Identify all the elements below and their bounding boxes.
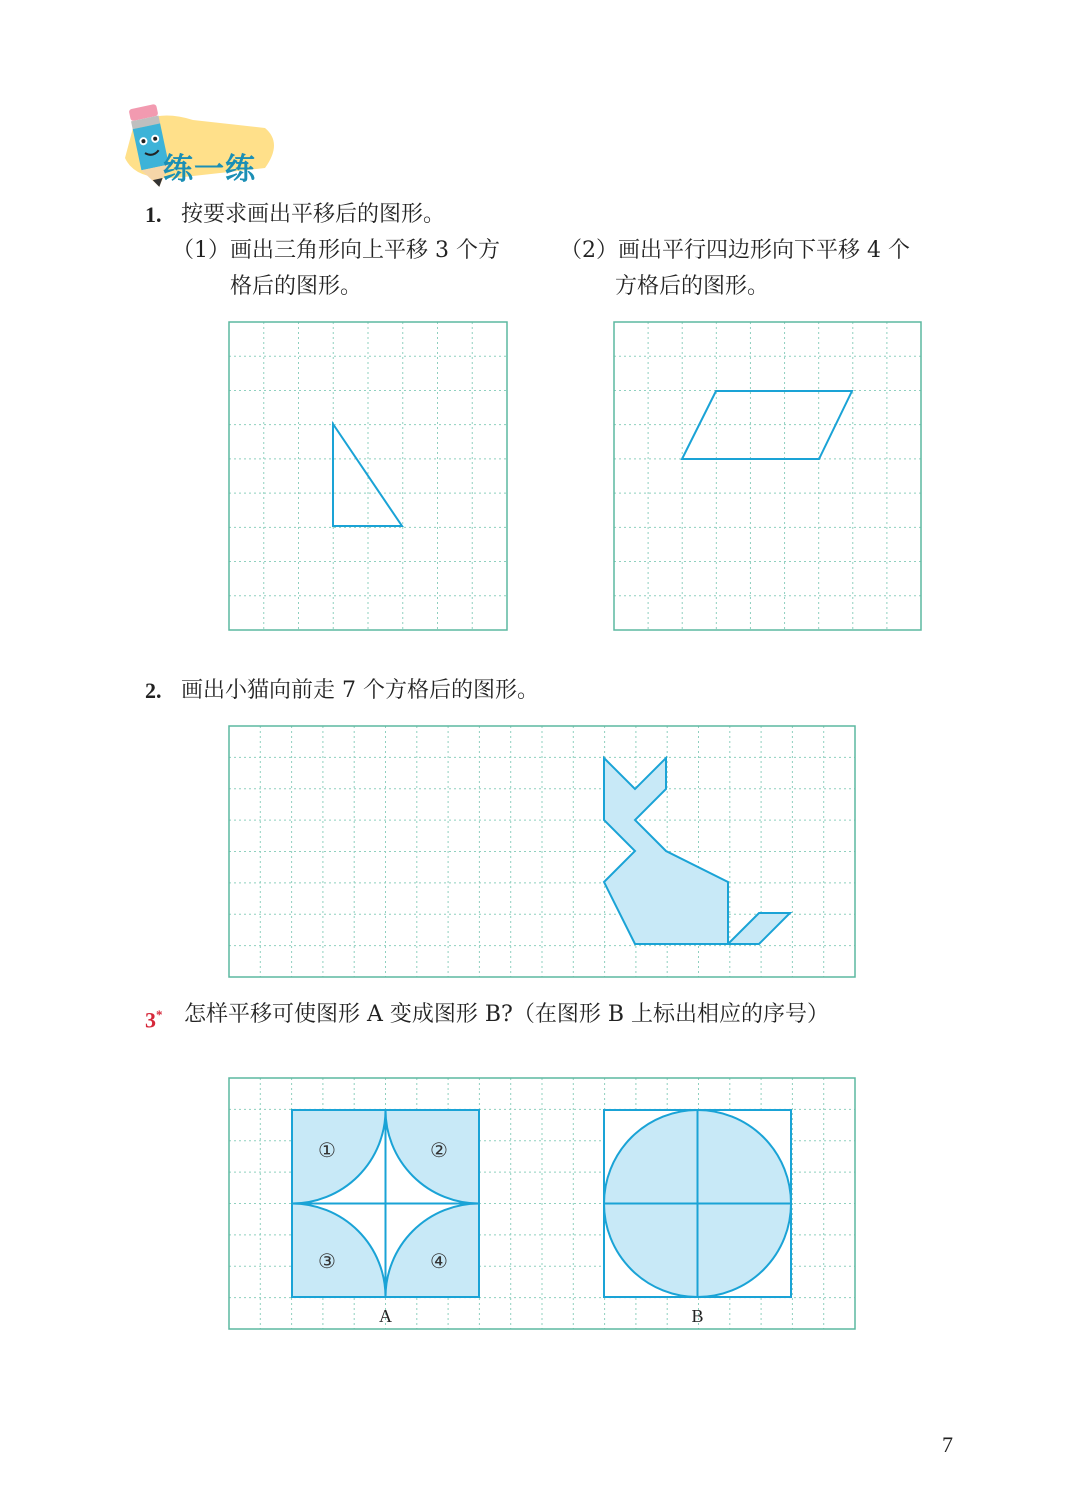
q3-text: 怎样平移可使图形 A 变成图形 B?（在图形 B 上标出相应的序号） — [184, 1002, 829, 1027]
q1-part2-line1: （2）画出平行四边形向下平移 4 个 — [560, 238, 910, 263]
q1-part1-line2: 格后的图形。 — [230, 274, 363, 299]
section-header — [115, 98, 275, 190]
q1-number: 1. — [145, 202, 162, 227]
cat-tail-shape — [728, 913, 790, 944]
q3-number — [145, 998, 163, 1037]
q3-star: * — [156, 1007, 163, 1022]
q3-number-text: 3 — [145, 1007, 156, 1033]
grid-cat[interactable] — [229, 726, 855, 977]
grid-ab[interactable] — [229, 1078, 855, 1329]
circled-1: ① — [318, 1138, 336, 1162]
parallelogram-shape — [682, 391, 852, 459]
q1-part2-line2: 方格后的图形。 — [615, 274, 770, 299]
q1-part1-line1: （1）画出三角形向上平移 3 个方 — [172, 238, 500, 263]
grid-parallelogram[interactable] — [614, 322, 921, 630]
grid-lines — [614, 322, 921, 630]
circled-4: ④ — [430, 1249, 448, 1273]
label-b: B — [691, 1306, 704, 1326]
circled-3: ③ — [318, 1249, 336, 1273]
page-number: 7 — [942, 1432, 953, 1457]
label-a: A — [379, 1306, 392, 1326]
triangle-shape — [333, 424, 402, 526]
circled-2: ② — [430, 1138, 448, 1162]
grid-triangle[interactable] — [229, 322, 507, 630]
section-title: 练一练 — [163, 152, 256, 187]
q2-number: 2. — [145, 678, 162, 703]
q2-text: 画出小猫向前走 7 个方格后的图形。 — [181, 678, 539, 703]
q1-text: 按要求画出平移后的图形。 — [181, 202, 446, 227]
figure-b — [604, 1110, 791, 1297]
